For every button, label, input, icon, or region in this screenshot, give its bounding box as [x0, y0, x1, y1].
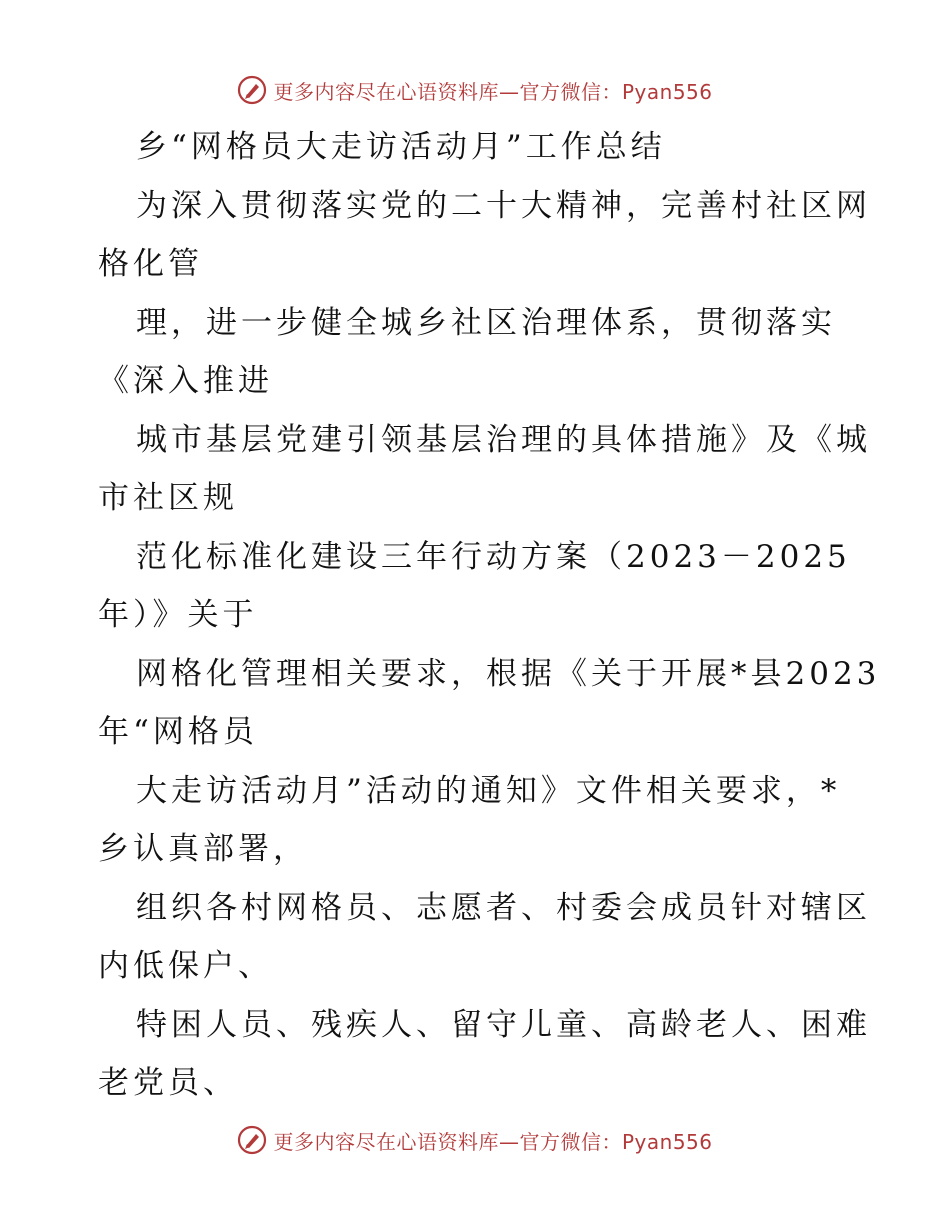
footer-banner [0, 1120, 950, 1160]
paragraph-line: 老党员、 [98, 1065, 238, 1101]
paragraph-line: 乡认真部署， [98, 831, 308, 867]
paragraph-line: 大走访活动月”活动的通知》文件相关要求，* [136, 772, 841, 809]
paragraph-line: 理，进一步健全城乡社区治理体系，贯彻落实 [136, 304, 836, 341]
footer-wechat-id: Pyan556 [621, 1129, 713, 1154]
paragraph-line: 《深入推进 [98, 363, 273, 399]
paragraph-line: 年）》关于 [98, 597, 258, 633]
pen-logo-icon [237, 75, 267, 105]
header-wechat-id: Pyan556 [621, 79, 713, 104]
paragraph-line: 市社区规 [98, 480, 238, 516]
paragraph-line: 格化管 [98, 246, 203, 282]
document-body [98, 118, 881, 1113]
header-banner [0, 70, 950, 110]
footer-banner-text: 更多内容尽在心语资料库—官方微信：Pyan556 [273, 1129, 713, 1154]
paragraph-line: 特困人员、残疾人、留守儿童、高龄老人、困难 [136, 1006, 871, 1043]
pen-logo-icon [237, 1125, 267, 1155]
paragraph-line: 组织各村网格员、志愿者、村委会成员针对辖区 [136, 889, 871, 926]
paragraph-line: 城市基层党建引领基层治理的具体措施》及《城 [136, 421, 871, 458]
paragraph-line: 范化标准化建设三年行动方案（2023－2025 [136, 538, 851, 575]
paragraph-line: 为深入贯彻落实党的二十大精神，完善村社区网 [136, 187, 871, 224]
header-banner-text: 更多内容尽在心语资料库—官方微信：Pyan556 [273, 79, 713, 104]
paragraph-line: 年“网格员 [98, 714, 258, 750]
paragraph-line: 内低保户、 [98, 948, 273, 984]
paragraph-line: 网格化管理相关要求，根据《关于开展*县2023 [136, 655, 881, 692]
document-title: 乡“网格员大走访活动月”工作总结 [136, 129, 666, 165]
